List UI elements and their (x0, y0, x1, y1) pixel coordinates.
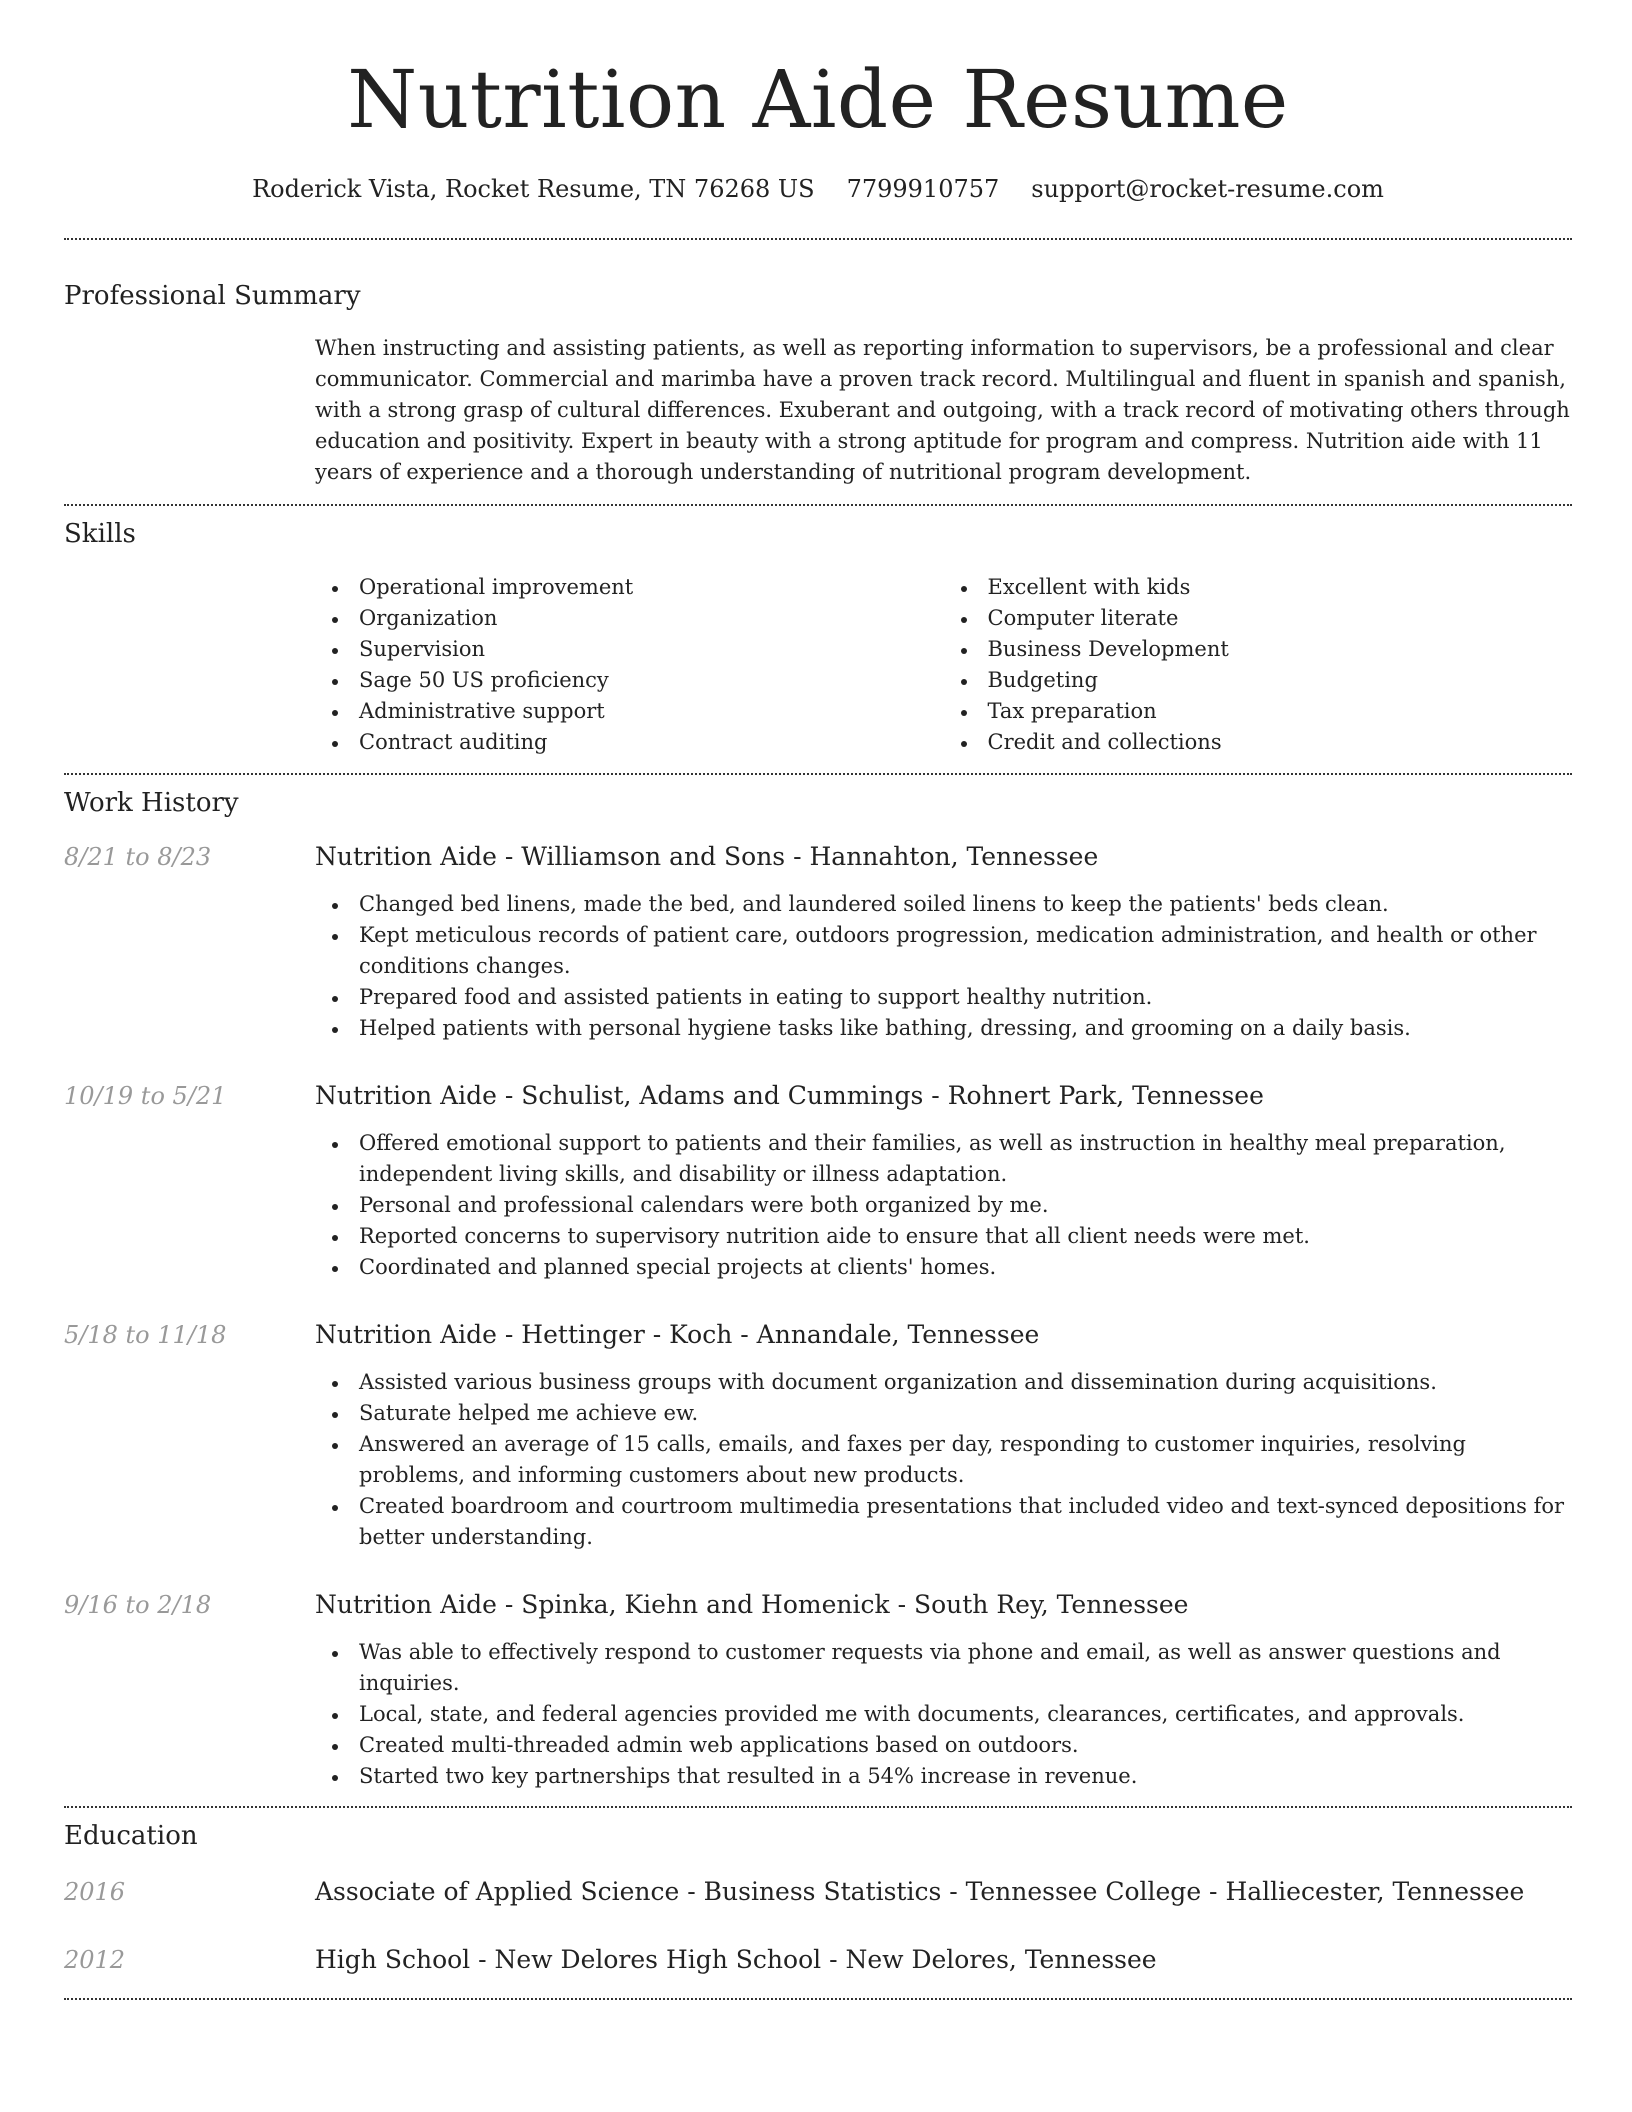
work-history-section (64, 787, 1572, 1792)
job-bullets (315, 1637, 1572, 1792)
job-entry (64, 1589, 1572, 1792)
education-year: 2016 (64, 1878, 126, 1906)
job-bullet: Answered an average of 15 calls, emails, and faxes per day, responding to customer inquiries, resolving problems, and informing customers about new products. (359, 1429, 1572, 1491)
skills-column-left (315, 572, 944, 758)
job-bullet: Coordinated and planned special projects at clients' homes. (359, 1252, 1572, 1283)
contact-phone: 7799910757 (846, 175, 1000, 203)
job-entry (64, 841, 1572, 1044)
job-bullets (315, 889, 1572, 1044)
job-bullet: Created multi-threaded admin web applications based on outdoors. (359, 1730, 1572, 1761)
skill-item: Administrative support (359, 696, 944, 727)
job-bullet: Local, state, and federal agencies provided me with documents, clearances, certificates, and approvals. (359, 1699, 1572, 1730)
skills-column-right (944, 572, 1573, 758)
section-title: Education (64, 1821, 198, 1851)
job-bullet: Started two key partnerships that resulted in a 54% increase in revenue. (359, 1761, 1572, 1792)
job-entry (64, 1319, 1572, 1553)
divider (64, 504, 1572, 506)
education-entry (64, 1876, 1572, 1908)
skill-item: Operational improvement (359, 572, 944, 603)
job-title: Nutrition Aide - Williamson and Sons - Hannahton, Tennessee (315, 842, 1099, 871)
education-section (64, 1820, 1572, 1976)
job-title: Nutrition Aide - Hettinger - Koch - Annandale, Tennessee (315, 1320, 1040, 1349)
job-bullet: Created boardroom and courtroom multimedia presentations that included video and text-synced depositions for better understanding. (359, 1491, 1572, 1553)
job-bullet: Was able to effectively respond to customer requests via phone and email, as well as answer questions and inquiries. (359, 1637, 1572, 1699)
skill-item: Supervision (359, 634, 944, 665)
job-bullet: Prepared food and assisted patients in eating to support healthy nutrition. (359, 982, 1572, 1013)
education-title: High School - New Delores High School - New Delores, Tennessee (315, 1945, 1157, 1974)
section-title: Skills (64, 519, 136, 549)
job-dates: 10/19 to 5/21 (64, 1082, 227, 1110)
summary-section (64, 280, 1572, 488)
resume-page (64, 0, 1572, 2000)
contact-address: Roderick Vista, Rocket Resume, TN 76268 US (252, 175, 815, 203)
job-bullet: Offered emotional support to patients and their families, as well as instruction in healthy meal preparation, independent living skills, and disability or illness adaptation. (359, 1128, 1572, 1190)
skill-item: Credit and collections (988, 727, 1573, 758)
job-bullets (315, 1367, 1572, 1553)
job-title: Nutrition Aide - Spinka, Kiehn and Homenick - South Rey, Tennessee (315, 1590, 1189, 1619)
skill-item: Sage 50 US proficiency (359, 665, 944, 696)
job-bullets (315, 1128, 1572, 1283)
skill-item: Excellent with kids (988, 572, 1573, 603)
divider (64, 1806, 1572, 1808)
education-year: 2012 (64, 1946, 126, 1974)
skill-item: Contract auditing (359, 727, 944, 758)
education-entry (64, 1944, 1572, 1976)
page-title: Nutrition Aide Resume (347, 53, 1289, 146)
divider (64, 773, 1572, 775)
job-bullet: Helped patients with personal hygiene tasks like bathing, dressing, and grooming on a daily basis. (359, 1013, 1572, 1044)
summary-text: When instructing and assisting patients, as well as reporting information to supervisors, be a professional and clear communicator. Commercial and marimba have a proven track record. Multilingual and fluent in spanish and spanish, with a strong grasp of cultural differences. Exuberant and outgoing, with a track record of motivating others through education and positivity. Expert in beauty with a strong aptitude for program and compress. Nutrition aide with 11 years of experience and a thorough understanding of nutritional program development. (315, 336, 1570, 484)
education-title: Associate of Applied Science - Business Statistics - Tennessee College - Halliecester, Tennessee (315, 1877, 1525, 1906)
skill-item: Business Development (988, 634, 1573, 665)
skill-item: Computer literate (988, 603, 1573, 634)
job-entry (64, 1080, 1572, 1283)
skills-list (315, 572, 1572, 758)
job-dates: 9/16 to 2/18 (64, 1591, 212, 1619)
job-title: Nutrition Aide - Schulist, Adams and Cummings - Rohnert Park, Tennessee (315, 1081, 1264, 1110)
job-bullet: Reported concerns to supervisory nutrition aide to ensure that all client needs were met. (359, 1221, 1572, 1252)
skill-item: Organization (359, 603, 944, 634)
divider (64, 1998, 1572, 2000)
skill-item: Budgeting (988, 665, 1573, 696)
job-bullet: Assisted various business groups with document organization and dissemination during acquisitions. (359, 1367, 1572, 1398)
job-bullet: Personal and professional calendars were both organized by me. (359, 1190, 1572, 1221)
section-title: Professional Summary (64, 281, 361, 311)
contact-email: support@rocket-resume.com (1031, 175, 1384, 203)
job-bullet: Kept meticulous records of patient care, outdoors progression, medication administration, and health or other conditions changes. (359, 920, 1572, 982)
skill-item: Tax preparation (988, 696, 1573, 727)
job-dates: 8/21 to 8/23 (64, 843, 212, 871)
job-bullet: Saturate helped me achieve ew. (359, 1398, 1572, 1429)
section-title: Work History (64, 788, 239, 818)
contact-line (64, 174, 1572, 204)
job-dates: 5/18 to 11/18 (64, 1321, 227, 1349)
skills-section (64, 518, 1572, 758)
divider (64, 238, 1572, 240)
job-bullet: Changed bed linens, made the bed, and laundered soiled linens to keep the patients' beds clean. (359, 889, 1572, 920)
